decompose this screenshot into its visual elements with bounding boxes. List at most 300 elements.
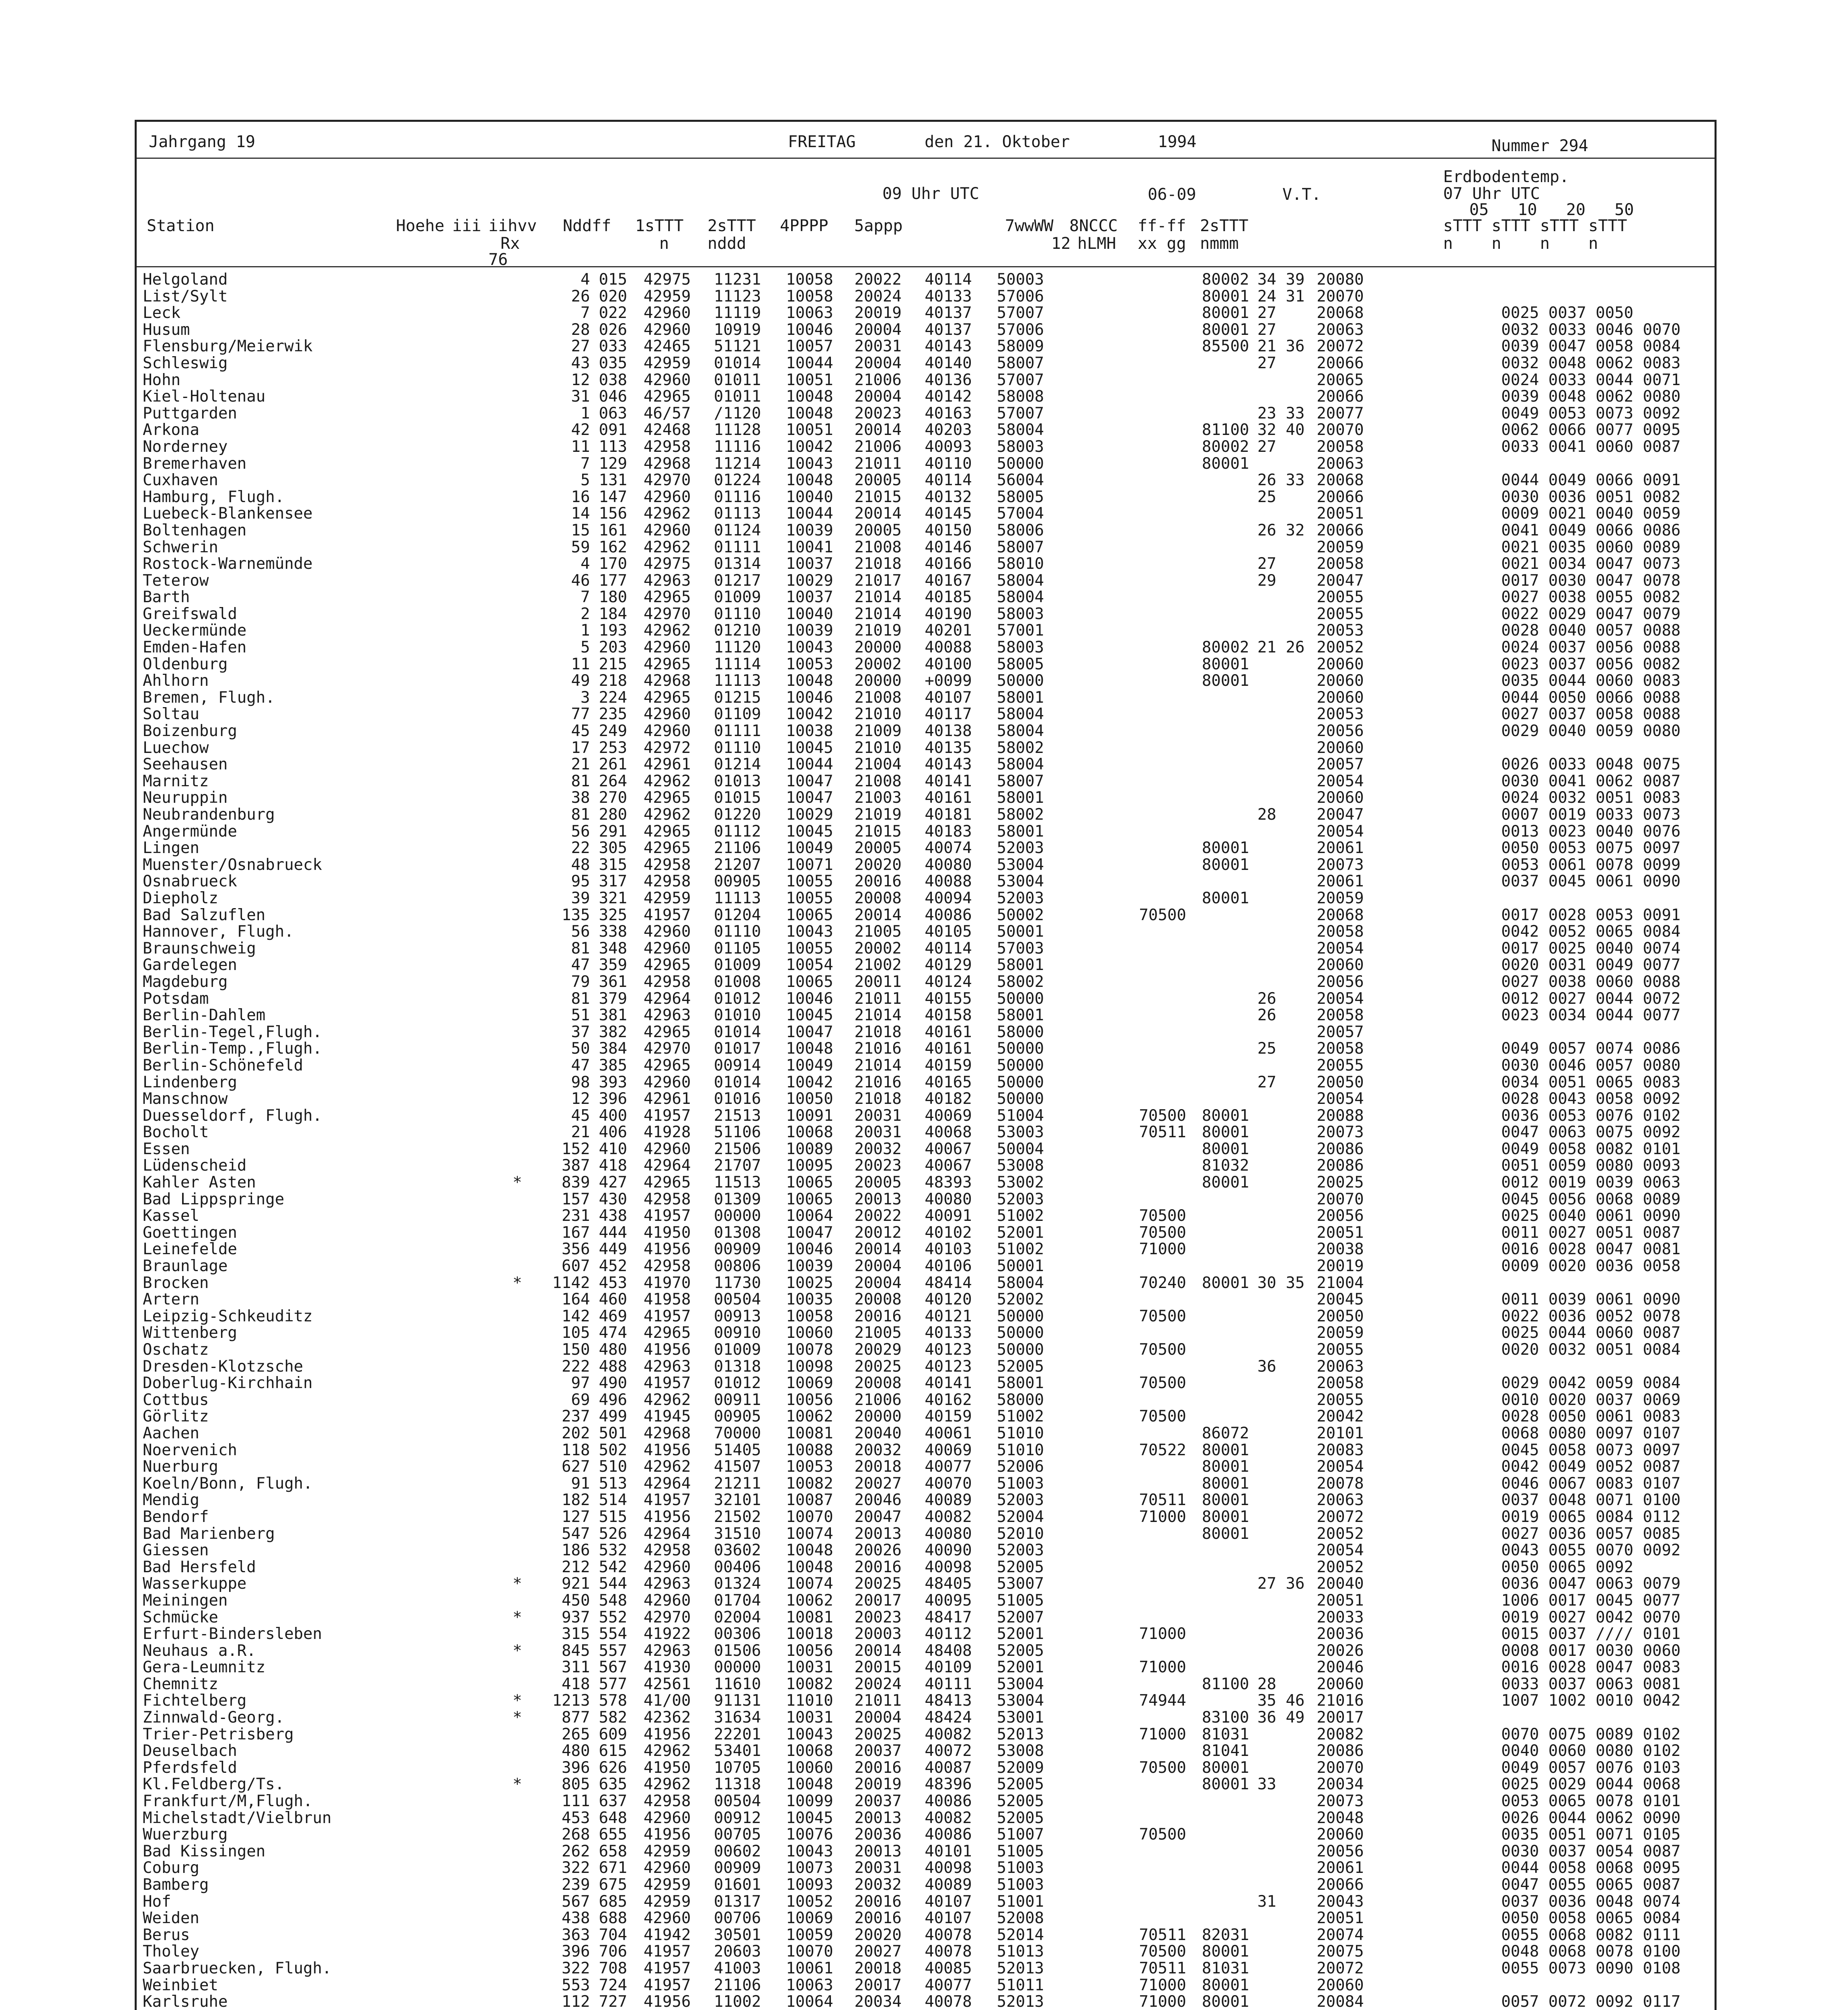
group-8nccc: 82031 [1202, 1926, 1249, 1944]
station-number: 406 [599, 1123, 628, 1142]
soil-temperatures: 0049 0057 0074 0086 [1501, 1040, 1681, 1058]
station-name: Oschatz [143, 1341, 209, 1359]
group-2sttt: 20012 [854, 1223, 902, 1242]
group-iihvv: 41957 [643, 1307, 691, 1325]
station-height: 98 [571, 1073, 590, 1091]
group-2sttt: 20015 [854, 1658, 902, 1677]
table-row [143, 1174, 1848, 1191]
group-4pppp: 48405 [925, 1575, 972, 1593]
soil-temperatures [1501, 271, 1848, 288]
group-5appp: 52005 [997, 1775, 1044, 1794]
station-number: 305 [599, 839, 628, 857]
station-number: 026 [599, 320, 628, 339]
hlmh-subheading: hLMH [1077, 234, 1116, 253]
group-2sttt-vt: 20054 [1317, 822, 1364, 841]
group-7wwww: 74944 [1139, 1692, 1186, 1710]
group-2sttt: 20013 [854, 1190, 902, 1208]
mountain-marker [509, 1291, 526, 1308]
group-7wwww [1139, 606, 1202, 623]
station-number: 496 [599, 1391, 628, 1409]
station-name: Bremen, Flugh. [143, 688, 275, 707]
mountain-marker: * [513, 1575, 522, 1593]
group-2sttt: 20004 [854, 388, 902, 406]
group-4pppp: 40107 [925, 1909, 972, 1928]
group-2sttt: 20027 [854, 1942, 902, 1961]
station-name: Arkona [143, 421, 199, 439]
mountain-marker [509, 740, 526, 757]
www-subheading: 12 [1051, 234, 1071, 253]
group-8nccc: 80001 [1202, 1173, 1249, 1192]
group-8nccc: 80001 [1202, 1942, 1249, 1961]
group-1sttt: 10047 [786, 789, 833, 807]
group-1sttt: 10048 [786, 1558, 833, 1576]
table-row [143, 1509, 1848, 1526]
group-7wwww [1139, 873, 1202, 890]
group-1sttt: 10059 [786, 1926, 833, 1944]
group-ff [1257, 723, 1317, 740]
group-1sttt: 10095 [786, 1157, 833, 1175]
group-nddff: 01014 [714, 1073, 761, 1091]
mountain-marker [509, 773, 526, 790]
group-nddff: 01016 [714, 1090, 761, 1108]
group-4pppp: 40093 [925, 437, 972, 456]
station-name: Berlin-Schönefeld [143, 1056, 304, 1075]
sub-76: 76 [488, 250, 508, 269]
group-7wwww: 70240 [1139, 1274, 1186, 1292]
group-ff [1257, 957, 1317, 974]
station-number: 161 [599, 521, 628, 539]
group-nddff: 01220 [714, 806, 761, 824]
group-2sttt-vt: 20060 [1317, 672, 1364, 690]
group-2sttt: 20024 [854, 1675, 902, 1693]
group-2sttt-vt: 20036 [1317, 1625, 1364, 1643]
group-8nccc [1202, 1007, 1257, 1024]
group-nddff: 11123 [714, 287, 761, 306]
station-height: 50 [571, 1040, 590, 1058]
group-1sttt: 10056 [786, 1641, 833, 1660]
station-name: Saarbruecken, Flugh. [143, 1959, 332, 1977]
station-name: Ueckermünde [143, 621, 247, 640]
station-height: 111 [562, 1792, 590, 1811]
group-ff: 21 26 [1257, 638, 1305, 657]
group-2sttt-vt: 20052 [1317, 1558, 1364, 1576]
table-row [143, 957, 1848, 974]
group-7wwww [1139, 957, 1202, 974]
group-7wwww: 71000 [1139, 1240, 1186, 1259]
group-1sttt: 10047 [786, 1023, 833, 1041]
group-2sttt-vt: 20086 [1317, 1157, 1364, 1175]
group-2sttt-vt: 20101 [1317, 1424, 1364, 1442]
group-2sttt: 21002 [854, 956, 902, 974]
group-2sttt-vt: 20033 [1317, 1608, 1364, 1626]
group-2sttt-vt: 20056 [1317, 1207, 1364, 1225]
station-name: Deuselbach [143, 1742, 237, 1760]
group-nddff: 01010 [714, 1006, 761, 1025]
soil-temperatures: 0027 0037 0058 0088 [1501, 705, 1681, 724]
mountain-marker [509, 1375, 526, 1392]
mountain-marker [509, 422, 526, 439]
station-name: Tholey [143, 1942, 199, 1961]
group-iihvv: 41956 [643, 1441, 691, 1459]
table-row [143, 806, 1848, 823]
group-8nccc [1202, 1877, 1257, 1893]
group-ff [1257, 890, 1317, 907]
table-row [143, 890, 1848, 907]
mountain-marker [509, 338, 526, 355]
group-2sttt: 20020 [854, 855, 902, 874]
group-2sttt: 20016 [854, 1558, 902, 1576]
group-nddff: 00602 [714, 1842, 761, 1860]
table-row [143, 1007, 1848, 1024]
group-7wwww [1139, 773, 1202, 790]
group-2sttt-vt: 20055 [1317, 605, 1364, 623]
station-height: 135 [562, 906, 590, 924]
group-4pppp: 40161 [925, 1023, 972, 1041]
group-5appp: 58004 [997, 705, 1044, 724]
group-ff: 35 46 [1257, 1692, 1305, 1710]
station-height: 14 [571, 505, 590, 523]
table-row [143, 288, 1848, 305]
station-name: Bad Salzuflen [143, 906, 266, 924]
group-5appp: 50000 [997, 1040, 1044, 1058]
station-height: 12 [571, 1090, 590, 1108]
group-7wwww [1139, 572, 1202, 589]
station-name: Duesseldorf, Flugh. [143, 1106, 322, 1125]
station-number: 658 [599, 1842, 628, 1860]
station-height: 95 [571, 872, 590, 891]
group-ff [1257, 1057, 1317, 1074]
group-2sttt-vt: 20063 [1317, 1491, 1364, 1510]
group-8nccc [1202, 974, 1257, 991]
group-7wwww: 70500 [1139, 1307, 1186, 1325]
group-ff: 28 [1257, 806, 1276, 824]
station-number: 727 [599, 1993, 628, 2010]
group-2sttt-vt: 20086 [1317, 1742, 1364, 1760]
group-7wwww [1139, 840, 1202, 857]
group-8nccc [1202, 572, 1257, 589]
group-nddff: 01215 [714, 688, 761, 707]
group-2sttt: 20037 [854, 1792, 902, 1811]
group-ff [1257, 1291, 1317, 1308]
group-1sttt: 10048 [786, 1775, 833, 1794]
group-1sttt: 10055 [786, 889, 833, 907]
group-2sttt-vt: 21004 [1317, 1274, 1364, 1292]
group-8nccc [1202, 1910, 1257, 1927]
group-1sttt: 10062 [786, 1407, 833, 1426]
mountain-marker [509, 606, 526, 623]
group-nddff: 41507 [714, 1458, 761, 1476]
station-number: 488 [599, 1357, 628, 1376]
group-2sttt: 20046 [854, 1491, 902, 1510]
station-height: 51 [571, 1006, 590, 1025]
group-1sttt: 10048 [786, 1040, 833, 1058]
group-4pppp: 40143 [925, 337, 972, 356]
station-name: Braunlage [143, 1257, 228, 1276]
group-nddff: 00909 [714, 1859, 761, 1877]
group-ff: 21 36 [1257, 337, 1305, 356]
soil-temperatures: 0036 0047 0063 0079 [1501, 1575, 1681, 1593]
soil-temperatures: 0007 0019 0033 0073 [1501, 806, 1681, 824]
soil-temperatures: 0029 0040 0059 0080 [1501, 722, 1681, 740]
ttt-last-heading: 2sTTT [1200, 217, 1249, 235]
group-8nccc [1202, 355, 1257, 372]
group-7wwww [1139, 1860, 1202, 1877]
soil-time-heading: 07 Uhr UTC [1443, 185, 1540, 203]
group-nddff: 51106 [714, 1123, 761, 1142]
group-8nccc [1202, 940, 1257, 957]
station-number: 321 [599, 889, 628, 907]
station-height: 157 [562, 1190, 590, 1208]
group-ff [1257, 706, 1317, 723]
group-5appp: 53003 [997, 1123, 1044, 1142]
mountain-marker [509, 1509, 526, 1526]
group-2sttt: 20000 [854, 638, 902, 657]
group-4pppp: 40106 [925, 1257, 972, 1276]
table-row [143, 1559, 1848, 1576]
group-7wwww [1139, 1091, 1202, 1108]
table-row [143, 522, 1848, 539]
station-name: Goettingen [143, 1223, 237, 1242]
station-name: Kahler Asten [143, 1173, 256, 1192]
group-4pppp: 40100 [925, 655, 972, 673]
station-number: 038 [599, 371, 628, 389]
group-7wwww [1139, 940, 1202, 957]
soil-temperatures: 0032 0033 0046 0070 [1501, 320, 1681, 339]
group-4pppp: 40103 [925, 1240, 972, 1259]
soil-temperatures: 0009 0020 0036 0058 [1501, 1257, 1681, 1276]
group-2sttt: 20029 [854, 1341, 902, 1359]
station-height: 56 [571, 923, 590, 941]
mountain-marker: * [513, 1608, 522, 1626]
group-1sttt: 10041 [786, 538, 833, 556]
group-ff: 27 [1257, 304, 1276, 322]
group-2sttt-vt: 20068 [1317, 304, 1364, 322]
station-name: Emden-Hafen [143, 638, 247, 657]
station-height: 7 [580, 454, 590, 473]
group-1sttt: 10039 [786, 621, 833, 640]
station-name: Nuerburg [143, 1458, 218, 1476]
group-iihvv: 42960 [643, 1073, 691, 1091]
group-1sttt: 10063 [786, 304, 833, 322]
group-2sttt-vt: 20050 [1317, 1307, 1364, 1325]
group-ff [1257, 1860, 1317, 1877]
mountain-marker [509, 1877, 526, 1893]
www-heading: 7wwWW [1005, 217, 1054, 235]
soil-temperatures: 0047 0055 0065 0087 [1501, 1876, 1681, 1894]
station-name: Meiningen [143, 1591, 228, 1610]
group-5appp: 50000 [997, 1056, 1044, 1075]
group-nddff: 01012 [714, 1374, 761, 1393]
group-ff [1257, 790, 1317, 806]
station-number: 131 [599, 471, 628, 490]
group-2sttt: 20018 [854, 1959, 902, 1977]
station-name: Greifswald [143, 605, 237, 623]
station-name: Gardelegen [143, 956, 237, 974]
group-2sttt-vt: 20060 [1317, 688, 1364, 707]
group-ff: 26 32 [1257, 521, 1305, 539]
nmmm-subheading: nmmm [1200, 234, 1239, 253]
station-name: Hannover, Flugh. [143, 923, 294, 941]
mountain-marker [509, 489, 526, 506]
group-2sttt: 21004 [854, 755, 902, 774]
group-nddff: 01017 [714, 1040, 761, 1058]
group-ff [1257, 606, 1317, 623]
group-iihvv: 42962 [643, 505, 691, 523]
station-height: 845 [562, 1641, 590, 1660]
group-4pppp: 40082 [925, 1508, 972, 1526]
group-5appp: 57001 [997, 621, 1044, 640]
group-ff [1257, 1659, 1317, 1676]
table-row [143, 1141, 1848, 1158]
station-number: 384 [599, 1040, 628, 1058]
station-number: 510 [599, 1458, 628, 1476]
group-5appp: 52005 [997, 1809, 1044, 1827]
group-2sttt-vt: 20059 [1317, 538, 1364, 556]
group-8nccc [1202, 907, 1257, 924]
station-height: 202 [562, 1424, 590, 1442]
group-2sttt: 20016 [854, 1307, 902, 1325]
station-height: 231 [562, 1207, 590, 1225]
group-8nccc [1202, 405, 1257, 422]
station-height: 212 [562, 1558, 590, 1576]
group-2sttt: 20013 [854, 1842, 902, 1860]
group-2sttt-vt: 20058 [1317, 437, 1364, 456]
soil-temperatures: 0017 0028 0053 0091 [1501, 906, 1681, 924]
xxgg-subheading: xx gg [1138, 234, 1186, 253]
group-1sttt: 10049 [786, 1056, 833, 1075]
group-ff: 30 35 [1257, 1274, 1305, 1292]
station-name: Wasserkuppe [143, 1575, 247, 1593]
group-4pppp: 48414 [925, 1274, 972, 1292]
ittt-heading: 1sTTT [635, 217, 684, 235]
group-2sttt-vt: 20059 [1317, 1324, 1364, 1342]
group-iihvv: 41957 [643, 1491, 691, 1510]
soil-temperatures: 0019 0027 0042 0070 [1501, 1608, 1681, 1626]
station-number: 177 [599, 571, 628, 590]
mountain-marker [509, 1943, 526, 1960]
group-ff [1257, 1091, 1317, 1108]
group-2sttt: 21019 [854, 806, 902, 824]
mountain-marker [509, 288, 526, 305]
group-8nccc: 80001 [1202, 1976, 1249, 1994]
station-height: 4 [580, 271, 590, 289]
group-5appp: 52006 [997, 1458, 1044, 1476]
soil-temperatures: 0045 0056 0068 0089 [1501, 1190, 1681, 1208]
group-nddff: 00406 [714, 1558, 761, 1576]
group-iihvv: 42963 [643, 1357, 691, 1376]
group-7wwww: 71000 [1139, 1976, 1186, 1994]
group-2sttt-vt: 20060 [1317, 655, 1364, 673]
group-8nccc [1202, 1626, 1257, 1643]
ff-heading: ff-ff [1138, 217, 1186, 235]
mountain-marker [509, 639, 526, 656]
group-7wwww [1139, 1141, 1202, 1158]
group-ff [1257, 372, 1317, 389]
group-2sttt-vt: 20047 [1317, 806, 1364, 824]
mountain-marker [509, 1526, 526, 1542]
soil-temperatures: 0028 0043 0058 0092 [1501, 1090, 1681, 1108]
group-8nccc [1202, 689, 1257, 706]
station-number: 022 [599, 304, 628, 322]
group-nddff: 01009 [714, 956, 761, 974]
group-ff: 26 33 [1257, 471, 1305, 490]
group-2sttt-vt: 20056 [1317, 972, 1364, 991]
group-ff [1257, 1108, 1317, 1124]
group-iihvv: 46/57 [643, 404, 691, 423]
station-number: 502 [599, 1441, 628, 1459]
group-1sttt: 10043 [786, 638, 833, 657]
table-row [143, 489, 1848, 506]
soil-temp-title: Erdbodentemp. [1443, 168, 1569, 186]
group-nddff: 01204 [714, 906, 761, 924]
group-2sttt-vt: 20042 [1317, 1407, 1364, 1426]
station-number: 218 [599, 672, 628, 690]
group-5appp: 58007 [997, 354, 1044, 372]
group-iihvv: 42965 [643, 839, 691, 857]
mountain-marker [509, 991, 526, 1007]
group-4pppp: 40068 [925, 1123, 972, 1142]
group-iihvv: 41/00 [643, 1692, 691, 1710]
group-ff [1257, 773, 1317, 790]
group-2sttt-vt: 20070 [1317, 1190, 1364, 1208]
group-2sttt: 20047 [854, 1508, 902, 1526]
station-height: 59 [571, 538, 590, 556]
group-ff [1257, 622, 1317, 639]
group-ff [1257, 1425, 1317, 1442]
group-1sttt: 10098 [786, 1357, 833, 1376]
group-5appp: 53008 [997, 1157, 1044, 1175]
group-5appp: 56004 [997, 471, 1044, 490]
station-name: Neubrandenburg [143, 806, 275, 824]
station-name: Magdeburg [143, 972, 228, 991]
station-height: 268 [562, 1825, 590, 1844]
group-2sttt-vt: 20047 [1317, 571, 1364, 590]
group-5appp: 58002 [997, 972, 1044, 991]
group-7wwww [1139, 1157, 1202, 1174]
group-1sttt: 10055 [786, 872, 833, 891]
group-nddff: /1120 [714, 404, 761, 423]
station-number: 348 [599, 939, 628, 958]
group-4pppp: 40086 [925, 1792, 972, 1811]
group-8nccc: 80001 [1202, 1758, 1249, 1777]
soil-temperatures: 0068 0080 0097 0107 [1501, 1424, 1681, 1442]
mountain-marker [509, 1743, 526, 1760]
iii-heading: iii [452, 217, 482, 235]
group-8nccc: 80001 [1202, 1441, 1249, 1459]
group-2sttt: 20023 [854, 1157, 902, 1175]
group-ff [1257, 1559, 1317, 1576]
group-4pppp: 40145 [925, 505, 972, 523]
group-1sttt: 10049 [786, 839, 833, 857]
table-row [143, 622, 1848, 639]
soil-temperatures: 0039 0047 0058 0084 [1501, 337, 1681, 356]
group-ff: 27 [1257, 1073, 1276, 1091]
station-height: 438 [562, 1909, 590, 1928]
group-4pppp: 40069 [925, 1106, 972, 1125]
station-name: Leipzig-Schkeuditz [143, 1307, 313, 1325]
group-nddff: 91131 [714, 1692, 761, 1710]
group-nddff: 21211 [714, 1474, 761, 1493]
station-number: 184 [599, 605, 628, 623]
group-2sttt-vt: 20060 [1317, 1675, 1364, 1693]
soil-temperatures: 0016 0028 0047 0083 [1501, 1658, 1681, 1677]
group-1sttt: 10068 [786, 1123, 833, 1142]
group-nddff: 21502 [714, 1508, 761, 1526]
group-2sttt: 20003 [854, 1625, 902, 1643]
station-name: Bad Marienberg [143, 1524, 275, 1543]
group-8nccc [1202, 388, 1257, 405]
group-ff [1257, 1191, 1317, 1208]
